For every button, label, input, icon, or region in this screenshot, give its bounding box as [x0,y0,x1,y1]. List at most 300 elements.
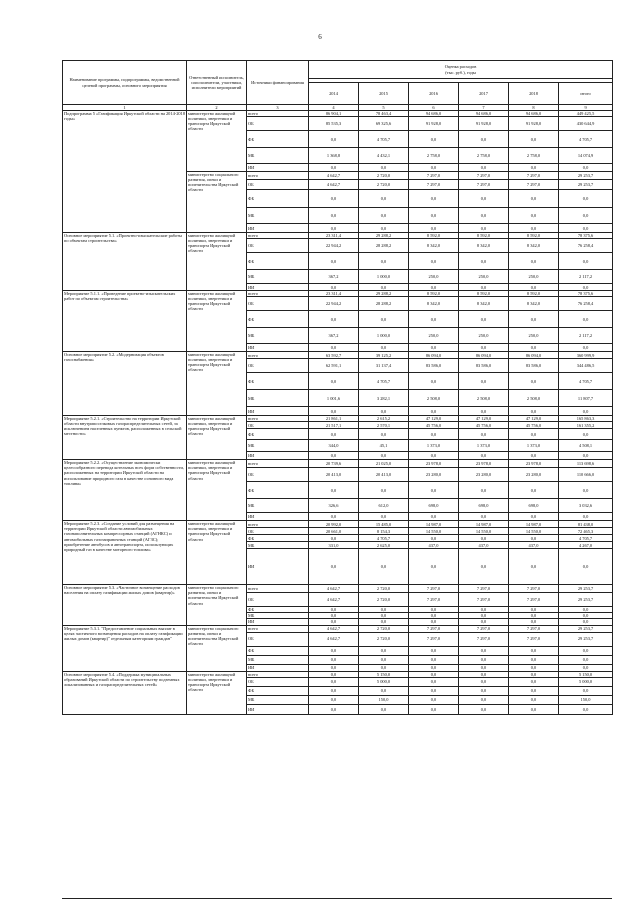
header-year: 2014 [309,83,359,105]
cost-cell: 0,0 [309,646,359,655]
cost-cell: 1 373,0 [509,440,559,452]
cost-cell: 0,0 [409,646,459,655]
cost-cell: 0,0 [459,344,509,352]
cost-cell: 0,0 [409,284,459,291]
cost-cell: 0,0 [309,695,359,704]
cost-cell: 0,0 [359,284,409,291]
table-row [63,352,613,359]
cost-cell: 0,0 [309,208,359,224]
cost-total-cell: 29 253,7 [559,172,613,180]
cost-cell: 0,0 [359,607,409,613]
cost-total-cell: 29 253,7 [559,632,613,646]
table-row [63,233,613,239]
cost-cell: 0,0 [459,190,509,208]
cost-total-cell: 29 253,7 [559,625,613,632]
cost-cell: 0,0 [409,695,459,704]
funding-source: МБ [247,613,309,619]
cost-cell: 1 373,0 [459,440,509,452]
cost-cell: 8 592,0 [459,233,509,239]
cost-cell: 0,0 [359,208,409,224]
cost-cell: 0,0 [459,677,509,686]
cost-cell: 0,0 [409,535,459,542]
index-cell: 3 [247,105,309,111]
cost-cell: 250,0 [409,270,459,284]
cost-cell: 698,0 [459,499,509,513]
funding-source: ФБ [247,190,309,208]
funding-source: ИИ [247,344,309,352]
funding-source: МБ [247,542,309,549]
cost-cell: 250,0 [459,328,509,344]
cost-cell: 0,0 [409,253,459,270]
cost-cell: 0,0 [509,646,559,655]
index-cell: 4 [309,105,359,111]
cost-total-cell: 0,0 [559,646,613,655]
cost-cell: 7 297,0 [409,180,459,190]
cost-cell: 0,0 [409,607,459,613]
measure-name: Мероприятие 5.2.1. «Строительство на территории Иркутской области внутрипоселковых газораспределительных сетей, за исключением населенных пунктов, расположенных в сельской местности» [63,416,187,460]
cost-total-cell: 0,0 [559,208,613,224]
cost-total-cell: 113 698,6 [559,460,613,468]
responsible-executor: министерство социального развития, опеки и попечительства Иркутской области [187,172,247,233]
cost-total-cell: 0,0 [559,344,613,352]
cost-cell: 0,0 [359,429,409,440]
header-cost-title: Оценка расходов [444,64,477,70]
cost-cell: 698,0 [509,499,559,513]
cost-cell: 0,0 [359,190,409,208]
cost-cell: 7 297,0 [509,180,559,190]
cost-cell: 0,0 [409,407,459,416]
cost-cell: 8 592,0 [409,233,459,239]
table-row [63,625,613,632]
cost-cell: 698,0 [409,499,459,513]
cost-cell: 2 758,0 [509,148,559,164]
cost-cell: 2 720,0 [359,632,409,646]
cost-cell: 0,0 [459,646,509,655]
funding-source: ОБ [247,180,309,190]
cost-cell: 0,0 [309,535,359,542]
funding-source: ОБ [247,632,309,646]
cost-cell: 0,0 [309,482,359,499]
cost-cell: 20 739,6 [309,460,359,468]
funding-source: всего [247,172,309,180]
cost-cell: 0,0 [509,190,559,208]
cost-cell: 2 508,0 [509,390,559,407]
cost-cell: 0,0 [409,664,459,671]
measure-name: Подпрограмма 5 «Газификация Иркутской области на 2014-2018 годы» [63,111,187,233]
cost-cell: 4 642,7 [309,625,359,632]
cost-cell: 0,0 [359,646,409,655]
header-cost-unit: (тыс. руб.), годы [445,69,476,75]
funding-source: ОБ [247,528,309,535]
measure-name: Мероприятие 5.1.1. «Проведение проектно-изыскательских работ по объектам строительства» [63,291,187,352]
cost-cell: 2 758,0 [409,148,459,164]
measure-name: Основное мероприятие 5.2. «Модернизация объектов газоснабжения» [63,352,187,416]
cost-cell: 0,0 [309,224,359,233]
cost-cell: 344,0 [309,440,359,452]
funding-source: ОБ [247,677,309,686]
funding-source: ИИ [247,619,309,625]
funding-source: МБ [247,695,309,704]
cost-total-cell: 3 032,6 [559,499,613,513]
cost-cell: 0,0 [409,513,459,521]
header-year: 2016 [409,83,459,105]
cost-cell: 23 280,0 [409,468,459,482]
cost-total-cell: 76 258,4 [559,297,613,311]
measure-name: Мероприятие 5.2.2. «Осуществление экономически целесообразного перевода котельных всех форм собственности, расположенных на территории Иркутской области на использование природного газа в качестве основного вида топлива» [63,460,187,521]
cost-cell: 7 297,0 [509,632,559,646]
cost-cell: 1 001,6 [309,390,359,407]
cost-cell: 0,0 [359,482,409,499]
cost-cell: 4 705,7 [359,373,409,390]
cost-cell: 8 592,0 [509,233,559,239]
cost-cell: 4 642,7 [309,585,359,593]
cost-cell: 0,0 [409,686,459,695]
cost-total-cell: 5 150,0 [559,671,613,677]
cost-cell: 437,0 [509,542,559,549]
cost-cell: 0,0 [509,284,559,291]
cost-total-cell: 4 705,7 [559,535,613,542]
cost-cell: 8 342,0 [409,297,459,311]
funding-source: ИИ [247,549,309,585]
cost-cell: 23 978,0 [509,460,559,468]
cost-total-cell: 0,0 [559,607,613,613]
cost-cell: 0,0 [459,429,509,440]
cost-cell: 91 928,0 [409,117,459,131]
cost-cell: 8 592,0 [409,291,459,297]
funding-source: ИИ [247,704,309,714]
cost-cell: 20 661,0 [309,528,359,535]
cost-total-cell: 4 705,7 [559,373,613,390]
cost-cell: 326,6 [309,499,359,513]
cost-cell: 250,0 [459,270,509,284]
cost-cell: 22 944,2 [309,297,359,311]
cost-cell: 2 570,1 [359,422,409,429]
cost-cell: 0,0 [509,429,559,440]
cost-cell: 23 280,0 [459,468,509,482]
funding-source: всего [247,111,309,117]
cost-cell: 4 642,7 [309,632,359,646]
cost-cell: 437,0 [409,542,459,549]
cost-total-cell: 29 253,7 [559,593,613,607]
funding-source: всего [247,460,309,468]
funding-source: ФБ [247,535,309,542]
cost-cell: 14 987,0 [409,521,459,528]
cost-cell: 31 137,4 [359,359,409,373]
cost-cell: 21 861,1 [309,416,359,422]
cost-cell: 0,0 [359,311,409,328]
cost-cell: 0,0 [459,686,509,695]
cost-cell: 83 586,0 [409,359,459,373]
funding-source: всего [247,416,309,422]
cost-cell: 0,0 [359,664,409,671]
cost-cell: 14 987,0 [459,521,509,528]
cost-total-cell: 110 666,0 [559,468,613,482]
measure-name: Основное мероприятие 5.1. «Проектно-изыскательские работы по объектам строительства» [63,233,187,291]
header-source: Источники финансирования [247,61,309,105]
cost-cell: 7 297,0 [509,625,559,632]
cost-cell: 0,0 [509,607,559,613]
cost-cell: 8 154,3 [359,528,409,535]
cost-cell: 0,0 [409,373,459,390]
funding-source: ОБ [247,117,309,131]
cost-total-cell: 29 253,7 [559,585,613,593]
funding-source: ИИ [247,164,309,172]
cost-total-cell: 4 508,1 [559,440,613,452]
cost-cell: 250,0 [509,328,559,344]
cost-cell: 2 625,0 [359,542,409,549]
cost-total-cell: 0,0 [559,686,613,695]
cost-cell: 0,0 [509,655,559,664]
cost-cell: 0,0 [409,224,459,233]
funding-source: ФБ [247,482,309,499]
cost-cell: 1 000,0 [359,328,409,344]
cost-cell: 7 297,0 [409,585,459,593]
responsible-executor: министерство жилищной политики, энергетики и транспорта Иркутской области [187,352,247,416]
cost-cell: 0,0 [359,253,409,270]
cost-cell: 62 591,1 [309,359,359,373]
cost-cell: 0,0 [459,671,509,677]
cost-cell: 2 720,0 [359,172,409,180]
cost-total-cell: 150,0 [559,695,613,704]
cost-cell: 86 094,0 [509,352,559,359]
cost-cell: 0,0 [309,607,359,613]
cost-total-cell: 4 705,7 [559,131,613,148]
cost-cell: 83 586,0 [459,359,509,373]
cost-cell: 0,0 [359,619,409,625]
funding-source: ФБ [247,607,309,613]
cost-cell: 0,0 [409,190,459,208]
funding-source: всего [247,671,309,677]
cost-cell: 7 297,0 [409,593,459,607]
measure-name: Мероприятие 5.3.1. "Предоставление социальных выплат в целях частичного возмещения расходов на оплату газификации жилых домов (квартир)" отдельным категориям граждан" [63,625,187,671]
cost-cell: 150,0 [359,695,409,704]
funding-source: ИИ [247,224,309,233]
cost-total-cell: 0,0 [559,190,613,208]
header-responsible: Ответственный исполнитель, соисполнители, участники, исполнители мероприятий [187,61,247,105]
cost-cell: 45 756,0 [409,422,459,429]
cost-cell: 0,0 [459,613,509,619]
funding-source: МБ [247,328,309,344]
cost-cell: 78 463,4 [359,111,409,117]
cost-cell: 0,0 [309,677,359,686]
cost-cell: 8 342,0 [409,239,459,253]
cost-cell: 7 297,0 [409,172,459,180]
funding-source: всего [247,233,309,239]
cost-cell: 0,0 [309,549,359,585]
cost-cell: 7 297,0 [459,172,509,180]
cost-total-cell: 4 267,0 [559,542,613,549]
cost-cell: 0,0 [359,164,409,172]
cost-cell: 0,0 [459,513,509,521]
cost-cell: 39 125,2 [359,352,409,359]
cost-total-cell: 0,0 [559,482,613,499]
cost-total-cell: 72 465,3 [559,528,613,535]
page-bottom-rule [62,898,612,899]
cost-total-cell: 5 000,0 [559,677,613,686]
cost-cell: 23 978,0 [459,460,509,468]
page-number: 6 [318,33,322,41]
funding-source: ОБ [247,468,309,482]
cost-cell: 0,0 [459,607,509,613]
funding-source: всего [247,625,309,632]
cost-cell: 7 297,0 [509,585,559,593]
cost-total-cell: 0,0 [559,613,613,619]
funding-source: ФБ [247,646,309,655]
cost-cell: 14 987,0 [509,521,559,528]
cost-cell: 0,0 [359,513,409,521]
cost-cell: 86 904,1 [309,111,359,117]
table-row [63,521,613,528]
cost-cell: 1 368,8 [309,148,359,164]
cost-cell: 0,0 [509,664,559,671]
cost-cell: 0,0 [409,677,459,686]
cost-total-cell: 76 258,4 [559,239,613,253]
cost-cell: 0,0 [509,224,559,233]
cost-cell: 0,0 [309,655,359,664]
funding-source: МБ [247,270,309,284]
cost-cell: 0,0 [309,344,359,352]
responsible-executor: министерство жилищной политики, энергетики и транспорта Иркутской области [187,233,247,291]
cost-cell: 0,0 [459,373,509,390]
cost-total-cell: 344 486,5 [559,359,613,373]
cost-total-cell: 0,0 [559,704,613,714]
cost-cell: 250,0 [509,270,559,284]
index-cell: 2 [187,105,247,111]
cost-cell: 0,0 [459,311,509,328]
funding-source: ОБ [247,593,309,607]
cost-cell: 7 297,0 [409,632,459,646]
cost-cell: 0,0 [359,655,409,664]
cost-cell: 94 686,0 [459,111,509,117]
funding-source: МБ [247,208,309,224]
table-row [63,416,613,422]
cost-cell: 0,0 [309,671,359,677]
index-cell: 6 [409,105,459,111]
funding-source: всего [247,291,309,297]
cost-total-cell: 29 253,7 [559,180,613,190]
cost-cell: 91 928,0 [509,117,559,131]
responsible-executor: министерство жилищной политики, энергетики и транспорта Иркутской области [187,416,247,460]
cost-cell: 0,0 [509,671,559,677]
cost-cell: 45 756,0 [459,422,509,429]
responsible-executor: министерство жилищной политики, энергетики и транспорта Иркутской области [187,111,247,172]
cost-cell: 94 686,0 [509,111,559,117]
cost-cell: 7 297,0 [409,625,459,632]
cost-cell: 0,0 [309,452,359,460]
cost-total-cell: 0,0 [559,664,613,671]
header-year: 2017 [459,83,509,105]
cost-cell: 0,0 [409,619,459,625]
cost-cell: 2 615,2 [359,416,409,422]
cost-total-cell: 0,0 [559,549,613,585]
funding-source: ФБ [247,429,309,440]
cost-cell: 0,0 [509,535,559,542]
index-cell: 8 [509,105,559,111]
cost-cell: 0,0 [459,253,509,270]
cost-cell: 47 129,0 [409,416,459,422]
cost-cell: 28 288,2 [359,297,409,311]
cost-cell: 0,0 [409,208,459,224]
cost-cell: 2 720,0 [359,593,409,607]
cost-cell: 23 311,4 [309,233,359,239]
cost-total-cell: 0,0 [559,284,613,291]
header-year-total: итого [559,83,613,105]
cost-total-cell: 0,0 [559,513,613,521]
cost-cell: 0,0 [509,686,559,695]
cost-cell: 0,0 [509,549,559,585]
cost-cell: 23 978,0 [409,460,459,468]
cost-total-cell: 0,0 [559,655,613,664]
cost-cell: 0,0 [409,704,459,714]
cost-cell: 2 720,0 [359,180,409,190]
cost-cell: 20 413,0 [359,468,409,482]
cost-cell: 0,0 [459,452,509,460]
cost-cell: 0,0 [359,613,409,619]
cost-cell: 0,0 [509,344,559,352]
cost-total-cell: 430 644,9 [559,117,613,131]
header-name: Наименование программы, подпрограммы, ведомственной целевой программы, основного мероприятия [63,61,187,105]
cost-cell: 0,0 [309,373,359,390]
cost-cell: 21 025,0 [359,460,409,468]
cost-cell: 4 432,1 [359,148,409,164]
cost-cell: 0,0 [409,344,459,352]
cost-total-cell: 0,0 [559,311,613,328]
cost-cell: 86 094,0 [409,352,459,359]
funding-source: ФБ [247,686,309,695]
cost-cell: 4 705,7 [359,131,409,148]
funding-source: ИИ [247,407,309,416]
cost-cell: 0,0 [309,253,359,270]
responsible-executor: министерство жилищной политики, энергетики и транспорта Иркутской области [187,521,247,585]
cost-cell: 0,0 [359,704,409,714]
cost-cell: 0,0 [309,704,359,714]
cost-cell: 47 129,0 [509,416,559,422]
header-cost [309,61,613,79]
cost-cell: 0,0 [309,429,359,440]
budget-table [62,60,613,715]
cost-cell: 4 642,7 [309,172,359,180]
cost-cell: 0,0 [309,190,359,208]
cost-total-cell: 0,0 [559,407,613,416]
funding-source: МБ [247,390,309,407]
cost-total-cell: 78 375,6 [559,291,613,297]
funding-source: всего [247,585,309,593]
cost-cell: 0,0 [509,704,559,714]
cost-cell: 0,0 [459,224,509,233]
cost-cell: 7 297,0 [459,625,509,632]
cost-total-cell: 14 074,9 [559,148,613,164]
cost-cell: 0,0 [459,535,509,542]
cost-cell: 1 000,0 [359,270,409,284]
cost-cell: 7 297,0 [509,172,559,180]
cost-cell: 0,0 [509,208,559,224]
cost-cell: 0,0 [409,452,459,460]
cost-cell: 0,0 [309,284,359,291]
measure-name: Основное мероприятие 5.3. «Частичное возмещение расходов населения на оплату газификации жилых домов (квартир)» [63,585,187,625]
cost-cell: 0,0 [309,311,359,328]
cost-cell: 69 325,6 [359,117,409,131]
funding-source: МБ [247,655,309,664]
cost-cell: 367,2 [309,270,359,284]
cost-cell: 0,0 [409,131,459,148]
cost-cell: 0,0 [309,513,359,521]
cost-total-cell: 81 438,0 [559,521,613,528]
funding-source: ФБ [247,253,309,270]
responsible-executor: министерство жилищной политики, энергетики и транспорта Иркутской области [187,671,247,714]
funding-source: ОБ [247,359,309,373]
cost-cell: 0,0 [359,407,409,416]
cost-cell: 14 550,0 [509,528,559,535]
